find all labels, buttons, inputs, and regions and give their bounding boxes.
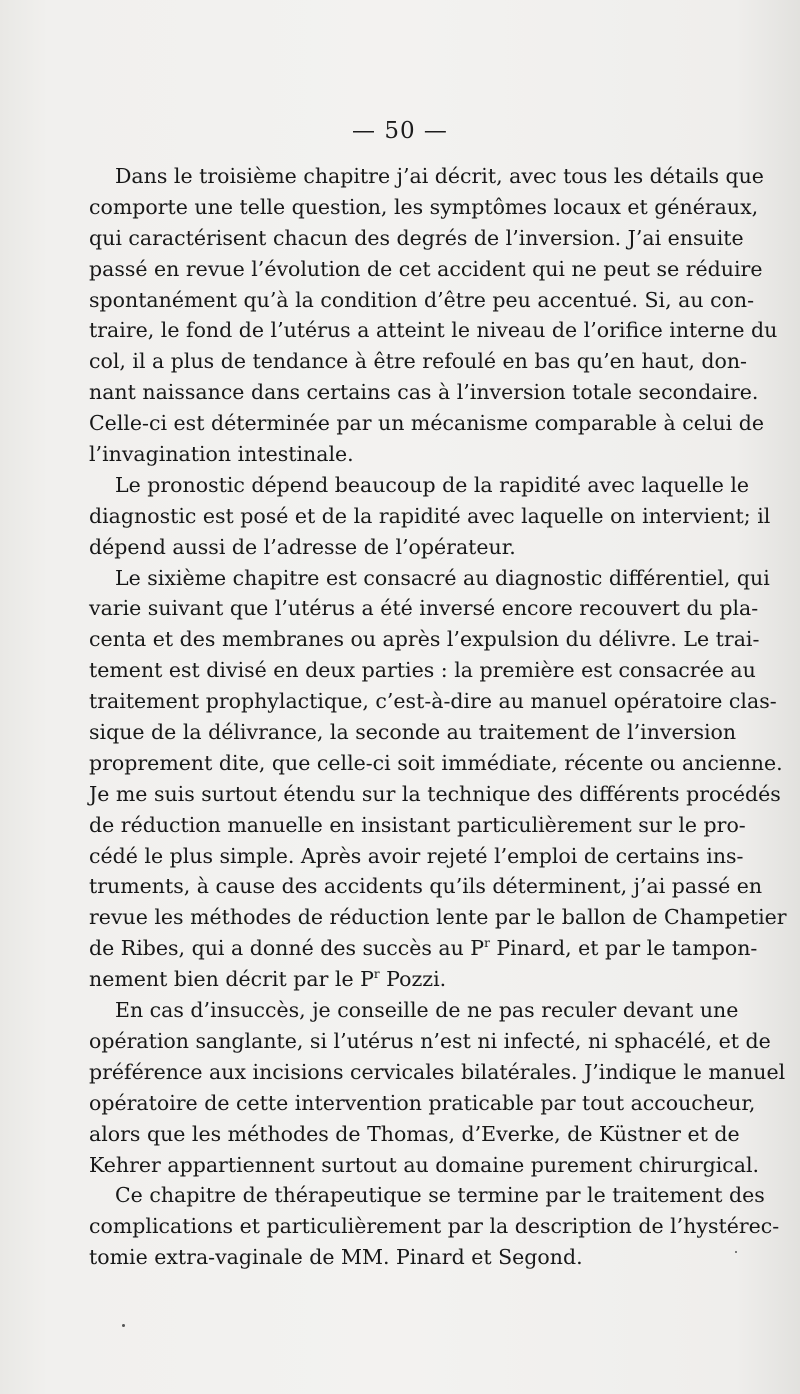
text-line: col, il a plus de tendance à être refoulé en bas qu’en haut, don- [89, 349, 747, 374]
text-line: alors que les méthodes de Thomas, d’Everke, de Küstner et de [89, 1121, 740, 1146]
scan-speck [122, 1324, 125, 1327]
text-line: Le pronostic dépend beaucoup de la rapidité avec laquelle le [115, 472, 750, 497]
text-line: sique de la délivrance, la seconde au traitement de l’inversion [89, 720, 737, 745]
page-number: — 50 — [352, 118, 448, 144]
line-start: de Ribes, qui a donné des succès au P [89, 936, 485, 961]
text-line: dépend aussi de l’adresse de l’opérateur. [89, 534, 516, 559]
text-line: traitement prophylactique, c’est-à-dire au manuel opératoire clas- [89, 689, 777, 714]
text-line [89, 933, 758, 964]
text-line: truments, à cause des accidents qu’ils déterminent, j’ai passé en [89, 874, 763, 899]
text-line: cédé le plus simple. Après avoir rejeté l’emploi de certains ins- [89, 843, 744, 868]
text-line: diagnostic est posé et de la rapidité avec laquelle on intervient; il [89, 503, 771, 528]
text-line: de réduction manuelle en insistant particulièrement sur le pro- [89, 812, 746, 837]
text-line: Le sixième chapitre est consacré au diagnostic différentiel, qui [115, 565, 770, 590]
text-line: Celle-ci est déterminée par un mécanisme comparable à celui de [89, 411, 764, 436]
text-line: varie suivant que l’utérus a été inversé encore recouvert du pla- [89, 596, 759, 621]
body-text [89, 161, 787, 1273]
text-line: tomie extra-vaginale de MM. Pinard et Segond. [89, 1245, 583, 1270]
text-line: nant naissance dans certains cas à l’inversion totale secondaire. [89, 380, 759, 405]
text-line: qui caractérisent chacun des degrés de l’inversion. J’ai ensuite [89, 225, 744, 250]
scan-speck [735, 1251, 737, 1253]
line-end: Pozzi. [379, 967, 447, 992]
text-line: passé en revue l’évolution de cet accident qui ne peut se réduire [89, 256, 763, 281]
line-end: Pinard, et par le tampon- [489, 936, 758, 961]
text-line: opératoire de cette intervention praticable par tout accoucheur, [89, 1090, 756, 1115]
text-line: proprement dite, que celle-ci soit immédiate, récente ou ancienne. [89, 750, 783, 775]
line-start: nement bien décrit par le P [89, 967, 374, 992]
text-line: Je me suis surtout étendu sur la technique des différents procédés [89, 781, 781, 806]
text-line: centa et des membranes ou après l’expulsion du délivre. Le trai- [89, 627, 760, 652]
text-line: revue les méthodes de réduction lente par le ballon de Champetier [89, 905, 787, 930]
text-line: En cas d’insuccès, je conseille de ne pas reculer devant une [115, 998, 739, 1023]
text-line: traire, le fond de l’utérus a atteint le niveau de l’orifice interne du [89, 318, 778, 343]
superscript: r [373, 967, 380, 982]
text-line: tement est divisé en deux parties : la première est consacrée au [89, 658, 756, 683]
text-line: Dans le troisième chapitre j’ai décrit, avec tous les détails que [115, 164, 764, 188]
superscript: r [484, 936, 490, 951]
text-line: complications et particulièrement par la description de l’hystérec- [89, 1214, 780, 1239]
text-line: opération sanglante, si l’utérus n’est ni infecté, ni sphacélé, et de [89, 1028, 771, 1053]
text-line: Kehrer appartiennent surtout au domaine purement chirurgical. [89, 1152, 760, 1177]
text-line: Ce chapitre de thérapeutique se termine par le traitement des [115, 1183, 765, 1208]
text-line [89, 964, 735, 995]
text-line: spontanément qu’à la condition d’être peu accentué. Si, au con- [89, 287, 755, 312]
text-line: l’invagination intestinale. [89, 442, 354, 467]
text-line: comporte une telle question, les symptômes locaux et généraux, [89, 194, 759, 219]
text-line: préférence aux incisions cervicales bilatérales. J’indique le manuel [89, 1059, 786, 1084]
